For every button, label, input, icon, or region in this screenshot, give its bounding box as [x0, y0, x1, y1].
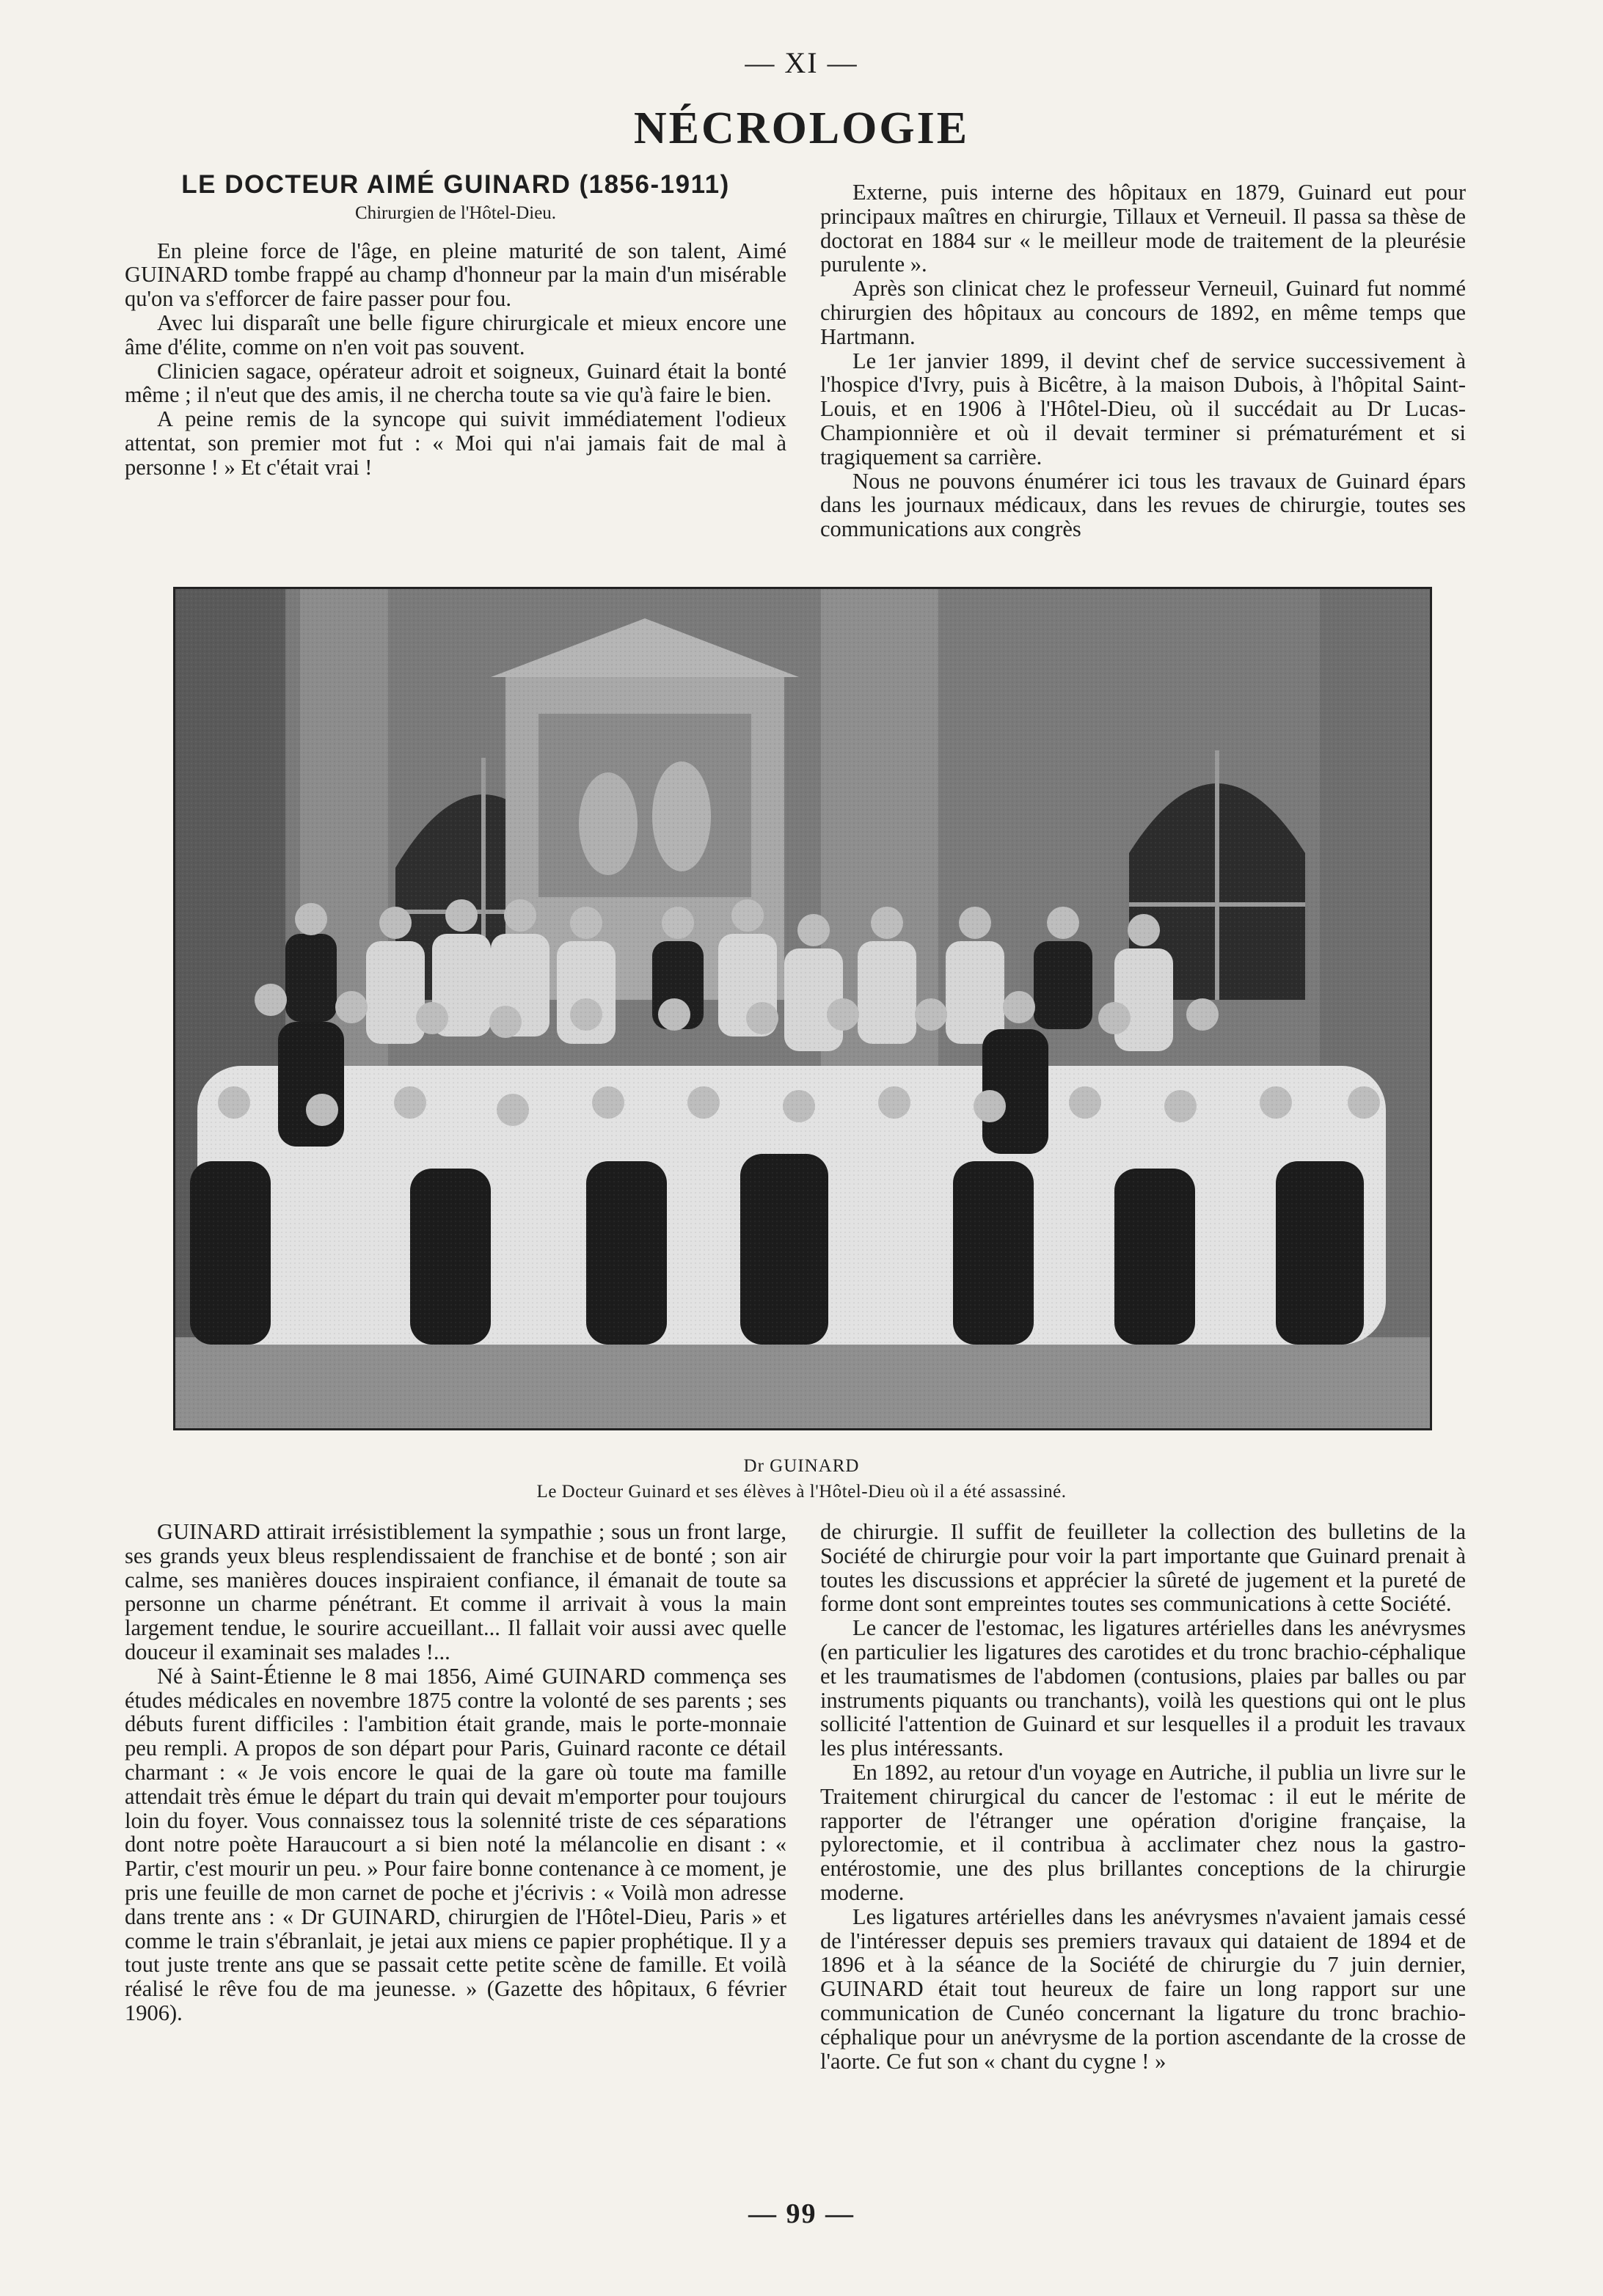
paragraph: Externe, puis interne des hôpitaux en 1879, Guinard eut pour principaux maîtres en chirurgie, Tillaux et Verneuil. Il passa sa thèse de doctorat en 1884 sur « le meilleur mode de traitement de la pleurésie purulente ». — [820, 180, 1466, 277]
paragraph: Nous ne pouvons énumérer ici tous les travaux de Guinard épars dans les journaux médicaux, dans les revues de chirurgie, toutes ses communications aux congrès — [820, 468, 1466, 542]
paragraph: de chirurgie. Il suffit de feuilleter la collection des bulletins de la Société de chirurgie pour voir la part importante que Guinard prenait à toutes les discussions et apprécier la sûreté de jugement et la pureté de forme dont sont empreintes toutes ses communications à cette Société. — [820, 1519, 1466, 1617]
group-photograph — [173, 587, 1432, 1430]
photo-caption-name: Dr GUINARD — [743, 1456, 860, 1476]
page-number: — 99 — — [748, 2198, 855, 2229]
paragraph: Le 1er janvier 1899, il devint chef de service successivement à l'hospice d'Ivry, puis à Bicêtre, à la maison Dubois, à l'hôpital Saint-Louis, et en 1906 à l'Hôtel-Dieu, où il succédait au Dr Lucas-Championnière et où il devait terminer si prématurément et si tragiquement sa carrière. — [820, 348, 1466, 469]
photo-caption-description: Le Docteur Guinard et ses élèves à l'Hôtel-Dieu où il a été assassiné. — [536, 1482, 1067, 1502]
paragraph: Avec lui disparaît une belle figure chirurgicale et mieux encore une âme d'élite, comme on n'en voit pas souvent. — [125, 310, 786, 359]
paragraph: Né à Saint-Étienne le 8 mai 1856, Aimé GUINARD commença ses études médicales en novembre 1875 contre la volonté de ses parents ; ses débuts furent difficiles : l'ambition était grande, mais le porte-monnaie peu rempli. A propos de son départ pour Paris, Guinard raconte ce détail charmant : « Je vois encore le quai de la gare où toute ma famille attendait très émue le départ du train qui devait m'emporter pour toujours loin du foyer. Vous connaissez tous la solennité triste de ces séparations dont notre poète Haraucourt a si bien noté la mélancolie en disant : « Partir, c'est mourir un peu. » Pour faire bonne contenance à ce moment, je pris une feuille de mon carnet de poche et j'écrivis : « Voilà mon adresse dans trente ans : « Dr GUINARD, chirurgien de l'Hôtel-Dieu, Paris » et comme le train s'ébranlait, je jetai aux miens ce papier prophétique. Il y a tout juste trente ans que se passait cette petite scène de famille. Et voilà réalisé le rêve fou de ma jeunesse. » (Gazette des hôpitaux, 6 février 1906). — [125, 1663, 787, 2025]
article-title: LE DOCTEUR AIMÉ GUINARD (1856-1911) — [181, 170, 730, 199]
page-roman-numeral: — XI — — [745, 46, 858, 79]
column-top-right — [820, 180, 1466, 541]
paragraph: Clinicien sagace, opérateur adroit et soigneux, Guinard était la bonté même ; il n'eut que des amis, il ne chercha toute sa vie qu'à faire le bien. — [125, 358, 786, 408]
paragraph: Le cancer de l'estomac, les ligatures artérielles dans les anévrysmes (en particulier les ligatures des carotides et du tronc brachio-céphalique et les traumatismes de l'abdomen (contusions, plaies par balles ou par instruments piquants ou tranchants), voilà les questions qui ont le plus sollicité l'attention de Guinard et sur lesquelles il a produit les travaux les plus intéressants. — [820, 1615, 1466, 1761]
paragraph: En 1892, au retour d'un voyage en Autriche, il publia un livre sur le Traitement chirurgical du cancer de l'estomac : il eut le mérite de rapporter de l'étranger une opération d'origine française, la pylorectomie, et il contribua à acclimater chez nous la gastro-entérostomie, une des plus brillantes conceptions de la chirurgie moderne. — [820, 1759, 1466, 1905]
paragraph: A peine remis de la syncope qui suivit immédiatement l'odieux attentat, son premier mot fut : « Moi qui n'ai jamais fait de mal à personne ! » Et c'était vrai ! — [125, 406, 786, 480]
photo-illustration — [175, 589, 1430, 1428]
column-bottom-right — [820, 1520, 1466, 2073]
paragraph: En pleine force de l'âge, en pleine maturité de son talent, Aimé GUINARD tombe frappé au champ d'honneur par la main d'un misérable qu'on va s'efforcer de faire passer pour fou. — [125, 238, 786, 312]
article-subtitle: Chirurgien de l'Hôtel-Dieu. — [354, 202, 557, 223]
paragraph: GUINARD attirait irrésistiblement la sympathie ; sous un front large, ses grands yeux bleus resplendissaient de franchise et de bonté ; son air calme, ses manières douces inspiraient confiance, il émanait de toute sa personne un charme pénétrant. Et comme il arrivait à vous la main largement tendue, le sourire accueillant... Il fallait voir aussi avec quelle douceur il examinait ses malades !... — [125, 1519, 786, 1664]
paragraph: Après son clinicat chez le professeur Verneuil, Guinard fut nommé chirurgien des hôpitaux au concours de 1892, en même temps que Hartmann. — [820, 276, 1466, 349]
column-top-left — [125, 170, 786, 480]
paragraph: Les ligatures artérielles dans les anévrysmes n'avaient jamais cessé de l'intéresser depuis ses premiers travaux qui dataient de 1894 et de 1896 et à la séance de la Société de chirurgie du 7 juin dernier, GUINARD était tout heureux de faire un long rapport sur une communication de Cunéo concernant la ligature du tronc brachio-céphalique pour un anévrysme de la portion ascendante de la crosse de l'aorte. Ce fut son « chant du cygne ! » — [820, 1904, 1466, 2074]
section-title: NÉCROLOGIE — [633, 103, 970, 153]
column-bottom-left — [125, 1520, 786, 2025]
